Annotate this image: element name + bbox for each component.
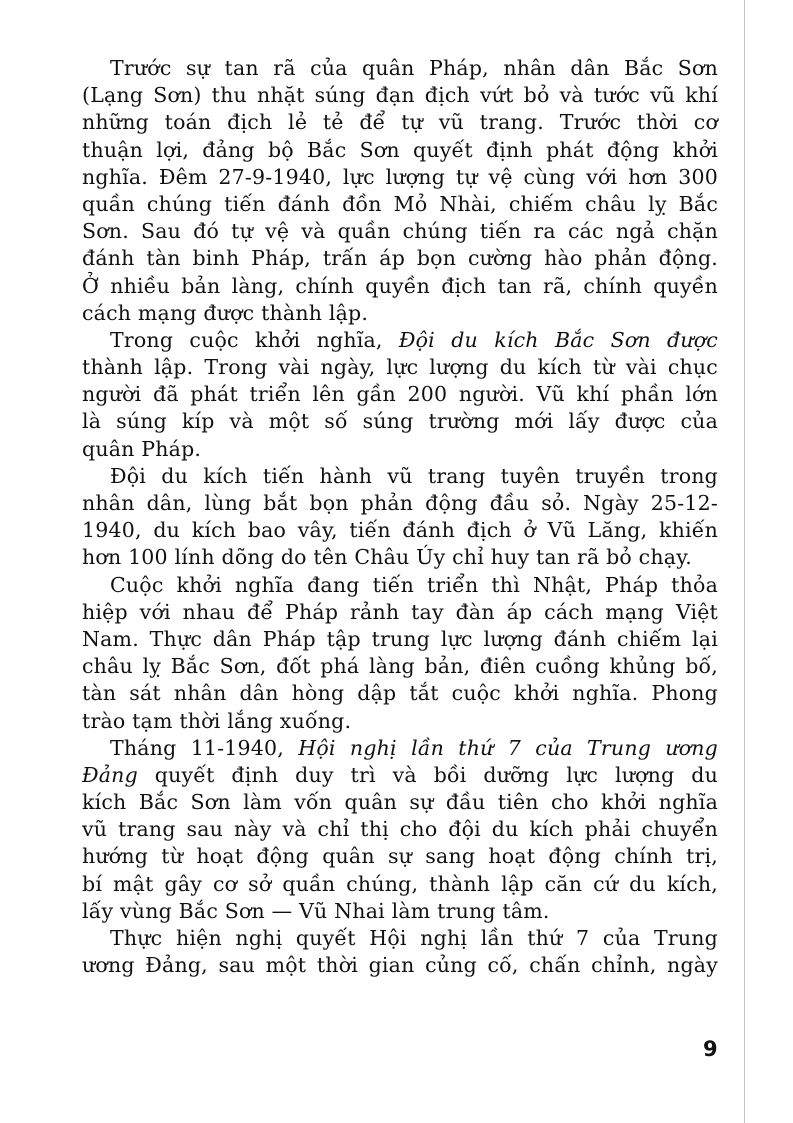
text-line: thành lập. Trong vài ngày, lực lượng du kích từ vài chục (82, 355, 718, 380)
text-run: quyết định duy trì và bồi dưỡng lực lượng du (137, 762, 718, 787)
text-line: ương Đảng, sau một thời gian củng cố, chấn chỉnh, ngày (82, 953, 718, 978)
text-line: thuận lợi, đảng bộ Bắc Sơn quyết định phát động khởi (82, 137, 718, 162)
text-line: quân Pháp. (82, 436, 202, 461)
text-line: cách mạng được thành lập. (82, 300, 369, 325)
text-line: Trước sự tan rã của quân Pháp, nhân dân Bắc Sơn (110, 56, 718, 80)
text-line: Sơn. Sau đó tự vệ và quần chúng tiến ra các ngả chặn (82, 219, 718, 244)
text-line: hiệp với nhau để Pháp rảnh tay đàn áp cách mạng Việt (82, 599, 718, 624)
text-line (82, 762, 718, 789)
text-line: người đã phát triển lên gần 200 người. Vũ khí phần lớn (82, 382, 718, 407)
paragraph (82, 463, 718, 572)
text-run: Tháng 11-1940, (110, 735, 299, 760)
text-line (82, 735, 718, 762)
text-line: hơn 100 lính dõng do tên Châu Úy chỉ huy tan rã bỏ chạy. (82, 545, 692, 570)
text-line: hướng từ hoạt động quân sự sang hoạt động chính trị, (82, 844, 718, 869)
text-line: nghĩa. Đêm 27-9-1940, lực lượng tự vệ cùng với hơn 300 (82, 164, 718, 189)
text-run: Trong cuộc khởi nghĩa, (110, 327, 399, 352)
italic-title: Hội nghị lần thứ 7 của Trung ương (298, 735, 718, 760)
text-line: Thực hiện nghị quyết Hội nghị lần thứ 7 của Trung (110, 926, 718, 950)
paragraph (82, 327, 718, 463)
italic-title: Đội du kích Bắc Sơn được (398, 327, 718, 352)
body-text (82, 55, 718, 979)
text-line: Ở nhiều bản làng, chính quyền địch tan rã, chính quyền (82, 273, 718, 298)
text-line: quần chúng tiến đánh đồn Mỏ Nhài, chiếm châu lỵ Bắc (82, 191, 718, 216)
text-line: Đội du kích tiến hành vũ trang tuyên truyền trong (110, 463, 718, 488)
page-number: 9 (703, 1037, 718, 1061)
text-line: lấy vùng Bắc Sơn — Vũ Nhai làm trung tâm. (82, 898, 550, 923)
italic-title: Đảng (82, 762, 138, 787)
paragraph (82, 735, 718, 925)
text-line: Nam. Thực dân Pháp tập trung lực lượng đánh chiếm lại (82, 626, 718, 651)
text-line: nhân dân, lùng bắt bọn phản động đầu sỏ. Ngày 25-12- (82, 491, 718, 515)
text-line (82, 327, 718, 354)
text-line: Cuộc khởi nghĩa đang tiến triển thì Nhật, Pháp thỏa (110, 572, 718, 597)
paragraph (82, 925, 718, 979)
text-line: trào tạm thời lắng xuống. (82, 708, 352, 733)
paragraph (82, 55, 718, 327)
text-line: những toán địch lẻ tẻ để tự vũ trang. Trước thời cơ (82, 110, 718, 135)
page-edge-line (744, 0, 745, 1123)
text-line: 1940, du kích bao vây, tiến đánh địch ở Vũ Lăng, khiến (82, 518, 718, 543)
text-line: vũ trang sau này và chỉ thị cho đội du kích phải chuyển (82, 817, 718, 842)
text-line: kích Bắc Sơn làm vốn quân sự đầu tiên cho khởi nghĩa (82, 790, 718, 815)
text-line: châu lỵ Bắc Sơn, đốt phá làng bản, điên cuồng khủng bố, (82, 654, 718, 679)
text-line: đánh tàn binh Pháp, trấn áp bọn cường hào phản động. (82, 246, 718, 271)
text-line: bí mật gây cơ sở quần chúng, thành lập căn cứ du kích, (82, 871, 718, 896)
text-line: (Lạng Sơn) thu nhặt súng đạn địch vứt bỏ và tước vũ khí (82, 83, 718, 108)
paragraph (82, 572, 718, 735)
text-line: là súng kíp và một số súng trường mới lấy được của (82, 409, 718, 434)
text-line: tàn sát nhân dân hòng dập tắt cuộc khởi nghĩa. Phong (82, 681, 718, 706)
